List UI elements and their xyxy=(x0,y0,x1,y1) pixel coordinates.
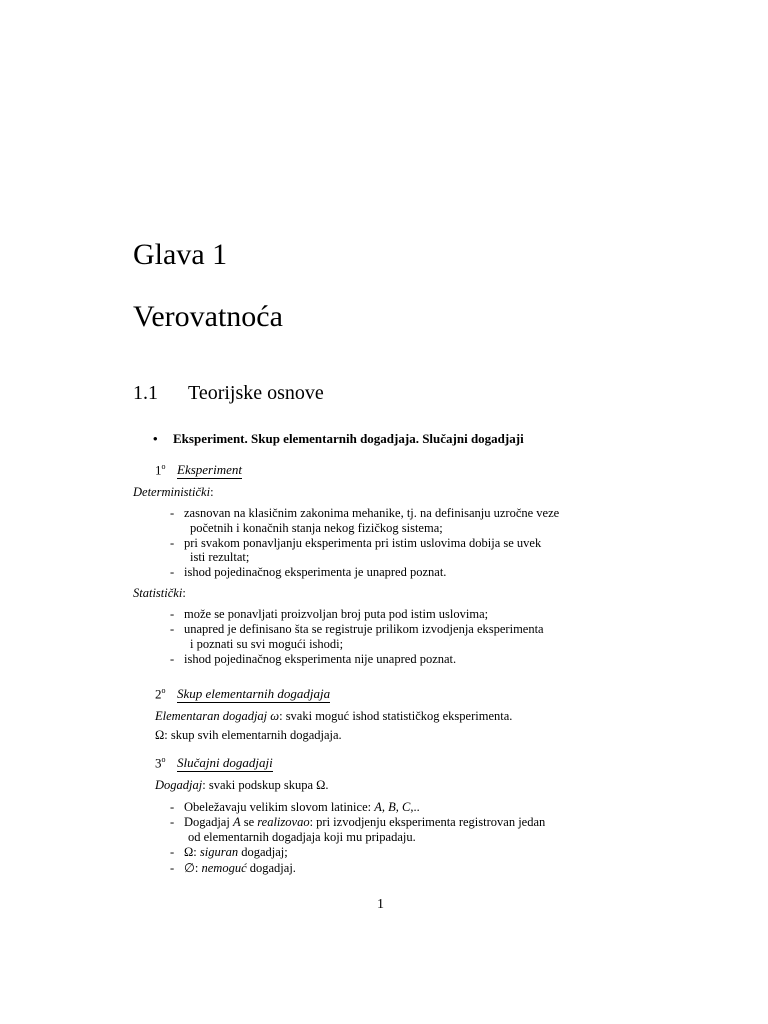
det-item-2-cont: isti rezultat; xyxy=(190,550,250,564)
det-item-1-cont: početnih i konačnih stanja nekog fizičkog sistema; xyxy=(190,521,443,535)
math: A, B, C xyxy=(374,800,411,814)
topic-text: Eksperiment. Skup elementarnih dogadjaja. Slučajni dogadjaji xyxy=(173,431,524,446)
dash: - xyxy=(170,536,175,550)
stat-item-2 xyxy=(170,622,544,637)
deterministic-label-text: Deterministički xyxy=(133,485,211,499)
det-item-text: zasnovan na klasičnim zakonima mehanike, tj. na definisanju uzročne veze xyxy=(184,506,560,520)
chapter-title: Verovatnoća xyxy=(133,300,283,333)
item-text: dogadjaj; xyxy=(238,845,288,859)
subsection-label: Slučajni dogadjaji xyxy=(177,755,273,771)
event-item-3: - Ω: siguran dogadjaj; xyxy=(170,845,288,859)
event-item-2 xyxy=(170,815,545,830)
stat-item-text: unapred je definisano šta se registruje prilikom izvodjenja eksperimenta xyxy=(184,622,544,636)
section-title: Teorijske osnove xyxy=(188,382,324,404)
section-number: 1.1 xyxy=(133,382,158,404)
statistical-label: Statistički: xyxy=(133,586,186,600)
section-heading xyxy=(133,382,324,405)
definition: : svaki podskup skupa Ω. xyxy=(202,778,329,792)
topic-bullet xyxy=(153,431,524,447)
degree-mark: o xyxy=(161,755,166,764)
item-text: Obeležavaju velikim slovom latinice: xyxy=(184,800,375,814)
term: nemoguć xyxy=(201,861,247,875)
stat-item-3 xyxy=(170,652,456,667)
dash: - xyxy=(170,506,175,520)
subsection-number: 1 xyxy=(155,462,162,478)
definition: : svaki moguć ishod statističkog eksperimenta. xyxy=(279,709,513,723)
stat-item-2-cont: i poznati su svi mogući ishodi; xyxy=(190,637,344,651)
page-number: 1 xyxy=(377,897,384,912)
math: A xyxy=(232,815,241,829)
dash: - xyxy=(170,565,175,579)
omega-def: Ω: skup svih elementarnih dogadjaja. xyxy=(155,728,342,742)
item-text: : pri izvodjenju eksperimenta registrovan jedan xyxy=(309,815,546,829)
dash: - xyxy=(170,861,175,875)
dash: - xyxy=(170,607,175,621)
omega-symbol: ω xyxy=(270,709,280,723)
statistical-label-text: Statistički xyxy=(133,586,183,600)
stat-item-1 xyxy=(170,607,488,622)
item-text: se xyxy=(240,815,258,829)
det-item-3 xyxy=(170,565,446,580)
term: Dogadjaj xyxy=(155,778,203,792)
det-item-text: ishod pojedinačnog eksperimenta je unapred poznat. xyxy=(184,565,447,579)
subsection-number: 2 xyxy=(155,686,162,702)
dash: - xyxy=(170,622,175,636)
term: siguran xyxy=(199,845,239,859)
dash: - xyxy=(170,800,175,814)
det-item-text: pri svakom ponavljanju eksperimenta pri istim uslovima dobija se uvek xyxy=(184,536,542,550)
stat-item-text: ishod pojedinačnog eksperimenta nije unapred poznat. xyxy=(184,652,457,666)
dash: - xyxy=(170,815,175,829)
elementary-event-def xyxy=(155,709,512,724)
dash: - xyxy=(170,845,175,859)
det-item-2 xyxy=(170,536,541,551)
subsection-number: 3 xyxy=(155,755,162,771)
event-item-1 xyxy=(170,800,420,815)
det-item-1 xyxy=(170,506,559,521)
item-text: dogadjaj. xyxy=(246,861,296,875)
term: realizovao xyxy=(257,815,310,829)
subsection-random-events xyxy=(155,755,273,771)
event-item-4: - ∅: nemoguć dogadjaj. xyxy=(170,861,296,875)
dash: - xyxy=(170,652,175,666)
subsection-experiment xyxy=(155,462,242,478)
chapter-heading: Glava 1 xyxy=(133,238,228,271)
omega-symbol: Ω xyxy=(184,845,194,859)
item-text: Dogadjaj xyxy=(184,815,233,829)
event-item-2-cont: od elementarnih dogadjaja koji mu pripadaju. xyxy=(188,830,416,844)
bullet-dot-icon: • xyxy=(153,431,158,446)
subsection-sample-space xyxy=(155,686,330,702)
event-def xyxy=(155,778,329,793)
degree-mark: o xyxy=(161,462,166,471)
degree-mark: o xyxy=(161,686,166,695)
subsection-label: Skup elementarnih dogadjaja xyxy=(177,686,331,702)
item-text: ,.. xyxy=(410,800,420,814)
subsection-label: Eksperiment xyxy=(177,462,242,478)
term: Elementaran dogadjaj xyxy=(155,709,268,723)
deterministic-label: Deterministički: xyxy=(133,485,214,499)
empty-set-symbol: ∅ xyxy=(184,861,195,875)
stat-item-text: može se ponavljati proizvoljan broj puta pod istim uslovima; xyxy=(184,607,489,621)
